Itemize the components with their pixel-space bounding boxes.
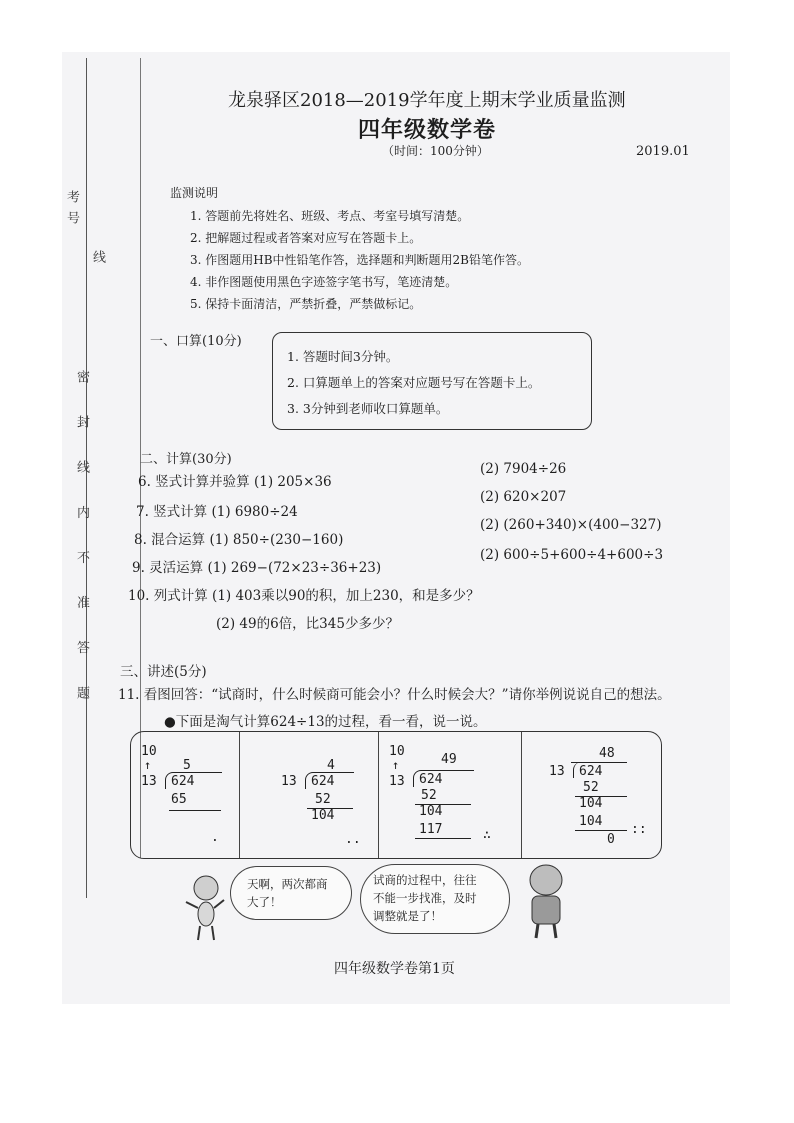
dividend: 624 — [311, 774, 335, 789]
dots: .. — [345, 832, 361, 847]
margin-no-answer-label: 密 封 线 内 不 准 答 题 — [74, 370, 89, 713]
division-panel — [130, 731, 662, 859]
question-8-right: (2) (260+340)×(400−327) — [480, 517, 662, 533]
trial-quotient: 10 — [389, 744, 405, 759]
step-value: 52 — [315, 792, 331, 807]
dividend: 624 — [419, 772, 443, 787]
oral-box-item: 3. 3分钟到老师收口算题单。 — [287, 401, 449, 416]
question-10-part1: 10. 列式计算 (1) 403乘以90的积，加上230，和是多少？ — [128, 588, 480, 604]
exam-time: （时间：100分钟） — [382, 144, 489, 158]
subtraction-line — [575, 830, 627, 831]
page-footer: 四年级数学卷第1页 — [334, 961, 455, 977]
exam-title: 龙泉驿区2018—2019学年度上期末学业质量监测 — [228, 90, 626, 111]
panel-divider — [239, 732, 240, 858]
question-7-right: (2) 620×207 — [480, 489, 567, 505]
question-8-left: 8. 混合运算 (1) 850÷(230−160) — [134, 532, 344, 548]
quotient: 4 — [327, 758, 335, 773]
bubble-line: 试商的过程中，往往 — [373, 873, 477, 887]
oral-box-item: 2. 口算题单上的答案对应题号写在答题卡上。 — [287, 375, 541, 390]
margin-line-label: 线 — [90, 250, 105, 271]
instruction-item: 1. 答题前先将姓名、班级、考点、考室号填写清楚。 — [190, 209, 470, 223]
exam-date: 2019.01 — [636, 144, 690, 159]
instructions-heading: 监测说明 — [170, 186, 219, 200]
subtraction-line — [415, 838, 471, 839]
instruction-item: 2. 把解题过程或者答案对应写在答题卡上。 — [190, 231, 422, 245]
bubble-line: 不能一步找准，及时 — [373, 891, 477, 905]
margin-exam-number: 考号 — [64, 190, 79, 232]
panel-divider — [521, 732, 522, 858]
trial-quotient: 10 — [141, 744, 157, 759]
question-11-sub: ●下面是淘气计算624÷13的过程，看一看，说一说。 — [164, 714, 487, 730]
dividend: 624 — [579, 764, 603, 779]
step-value: 104 — [579, 796, 603, 811]
step-value: 52 — [421, 788, 437, 803]
quotient: 48 — [599, 746, 615, 761]
cartoon-teacher-icon — [518, 860, 574, 940]
subtraction-line — [169, 810, 221, 811]
speech-bubble-child — [230, 866, 352, 920]
divisor: 13 — [141, 774, 157, 789]
dots: :: — [631, 822, 647, 837]
dividend: 624 — [171, 774, 195, 789]
step-value: 104 — [311, 808, 335, 823]
cartoon-child-icon — [180, 870, 230, 942]
instruction-item: 4. 非作图题使用黑色字迹签字笔书写，笔迹清楚。 — [190, 275, 458, 289]
divisor: 13 — [281, 774, 297, 789]
arrow-up-icon: ↑ — [144, 758, 152, 772]
speech-bubble-teacher — [360, 864, 510, 934]
question-6-left: 6. 竖式计算并验算 (1) 205×36 — [138, 474, 332, 490]
question-9-right: (2) 600÷5+600÷4+600÷3 — [480, 547, 664, 563]
question-11: 11. 看图回答：“试商时，什么时候商可能会小？什么时候会大？”请你举例说说自己的想法。 — [118, 687, 671, 703]
section-calc-heading: 二、计算(30分) — [140, 452, 232, 467]
oral-box-item: 1. 答题时间3分钟。 — [287, 349, 399, 364]
dots: ∴ — [483, 828, 491, 843]
panel-divider — [378, 732, 379, 858]
divisor: 13 — [389, 774, 405, 789]
step-value: 104 — [579, 814, 603, 829]
bubble-line: 天啊，两次都商 — [247, 877, 328, 891]
bubble-line: 调整就是了！ — [373, 909, 442, 923]
section-oral-heading: 一、口算(10分) — [150, 334, 242, 349]
exam-subtitle: 四年级数学卷 — [358, 117, 497, 143]
step-value: 52 — [583, 780, 599, 795]
quotient: 49 — [441, 752, 457, 767]
question-10-part2: (2) 49的6倍，比345少多少？ — [216, 616, 399, 632]
instruction-item: 5. 保持卡面清洁，严禁折叠，严禁做标记。 — [190, 297, 422, 311]
question-7-left: 7. 竖式计算 (1) 6980÷24 — [136, 504, 298, 520]
quotient: 5 — [183, 758, 191, 773]
question-9-left: 9. 灵活运算 (1) 269−(72×23÷36+23) — [132, 560, 382, 576]
oral-instructions-box — [272, 332, 592, 430]
arrow-up-icon: ↑ — [392, 758, 400, 772]
instruction-item: 3. 作图题用HB中性铅笔作答，选择题和判断题用2B铅笔作答。 — [190, 253, 530, 267]
section-explain-heading: 三、讲述(5分) — [120, 664, 207, 680]
question-6-right: (2) 7904÷26 — [480, 461, 567, 477]
dots: . — [211, 830, 219, 845]
divisor: 13 — [549, 764, 565, 779]
step-value: 65 — [171, 792, 187, 807]
step-value: 104 — [419, 804, 443, 819]
step-value: 0 — [607, 832, 615, 847]
bubble-line: 大了！ — [247, 895, 282, 909]
step-value: 117 — [419, 822, 443, 837]
